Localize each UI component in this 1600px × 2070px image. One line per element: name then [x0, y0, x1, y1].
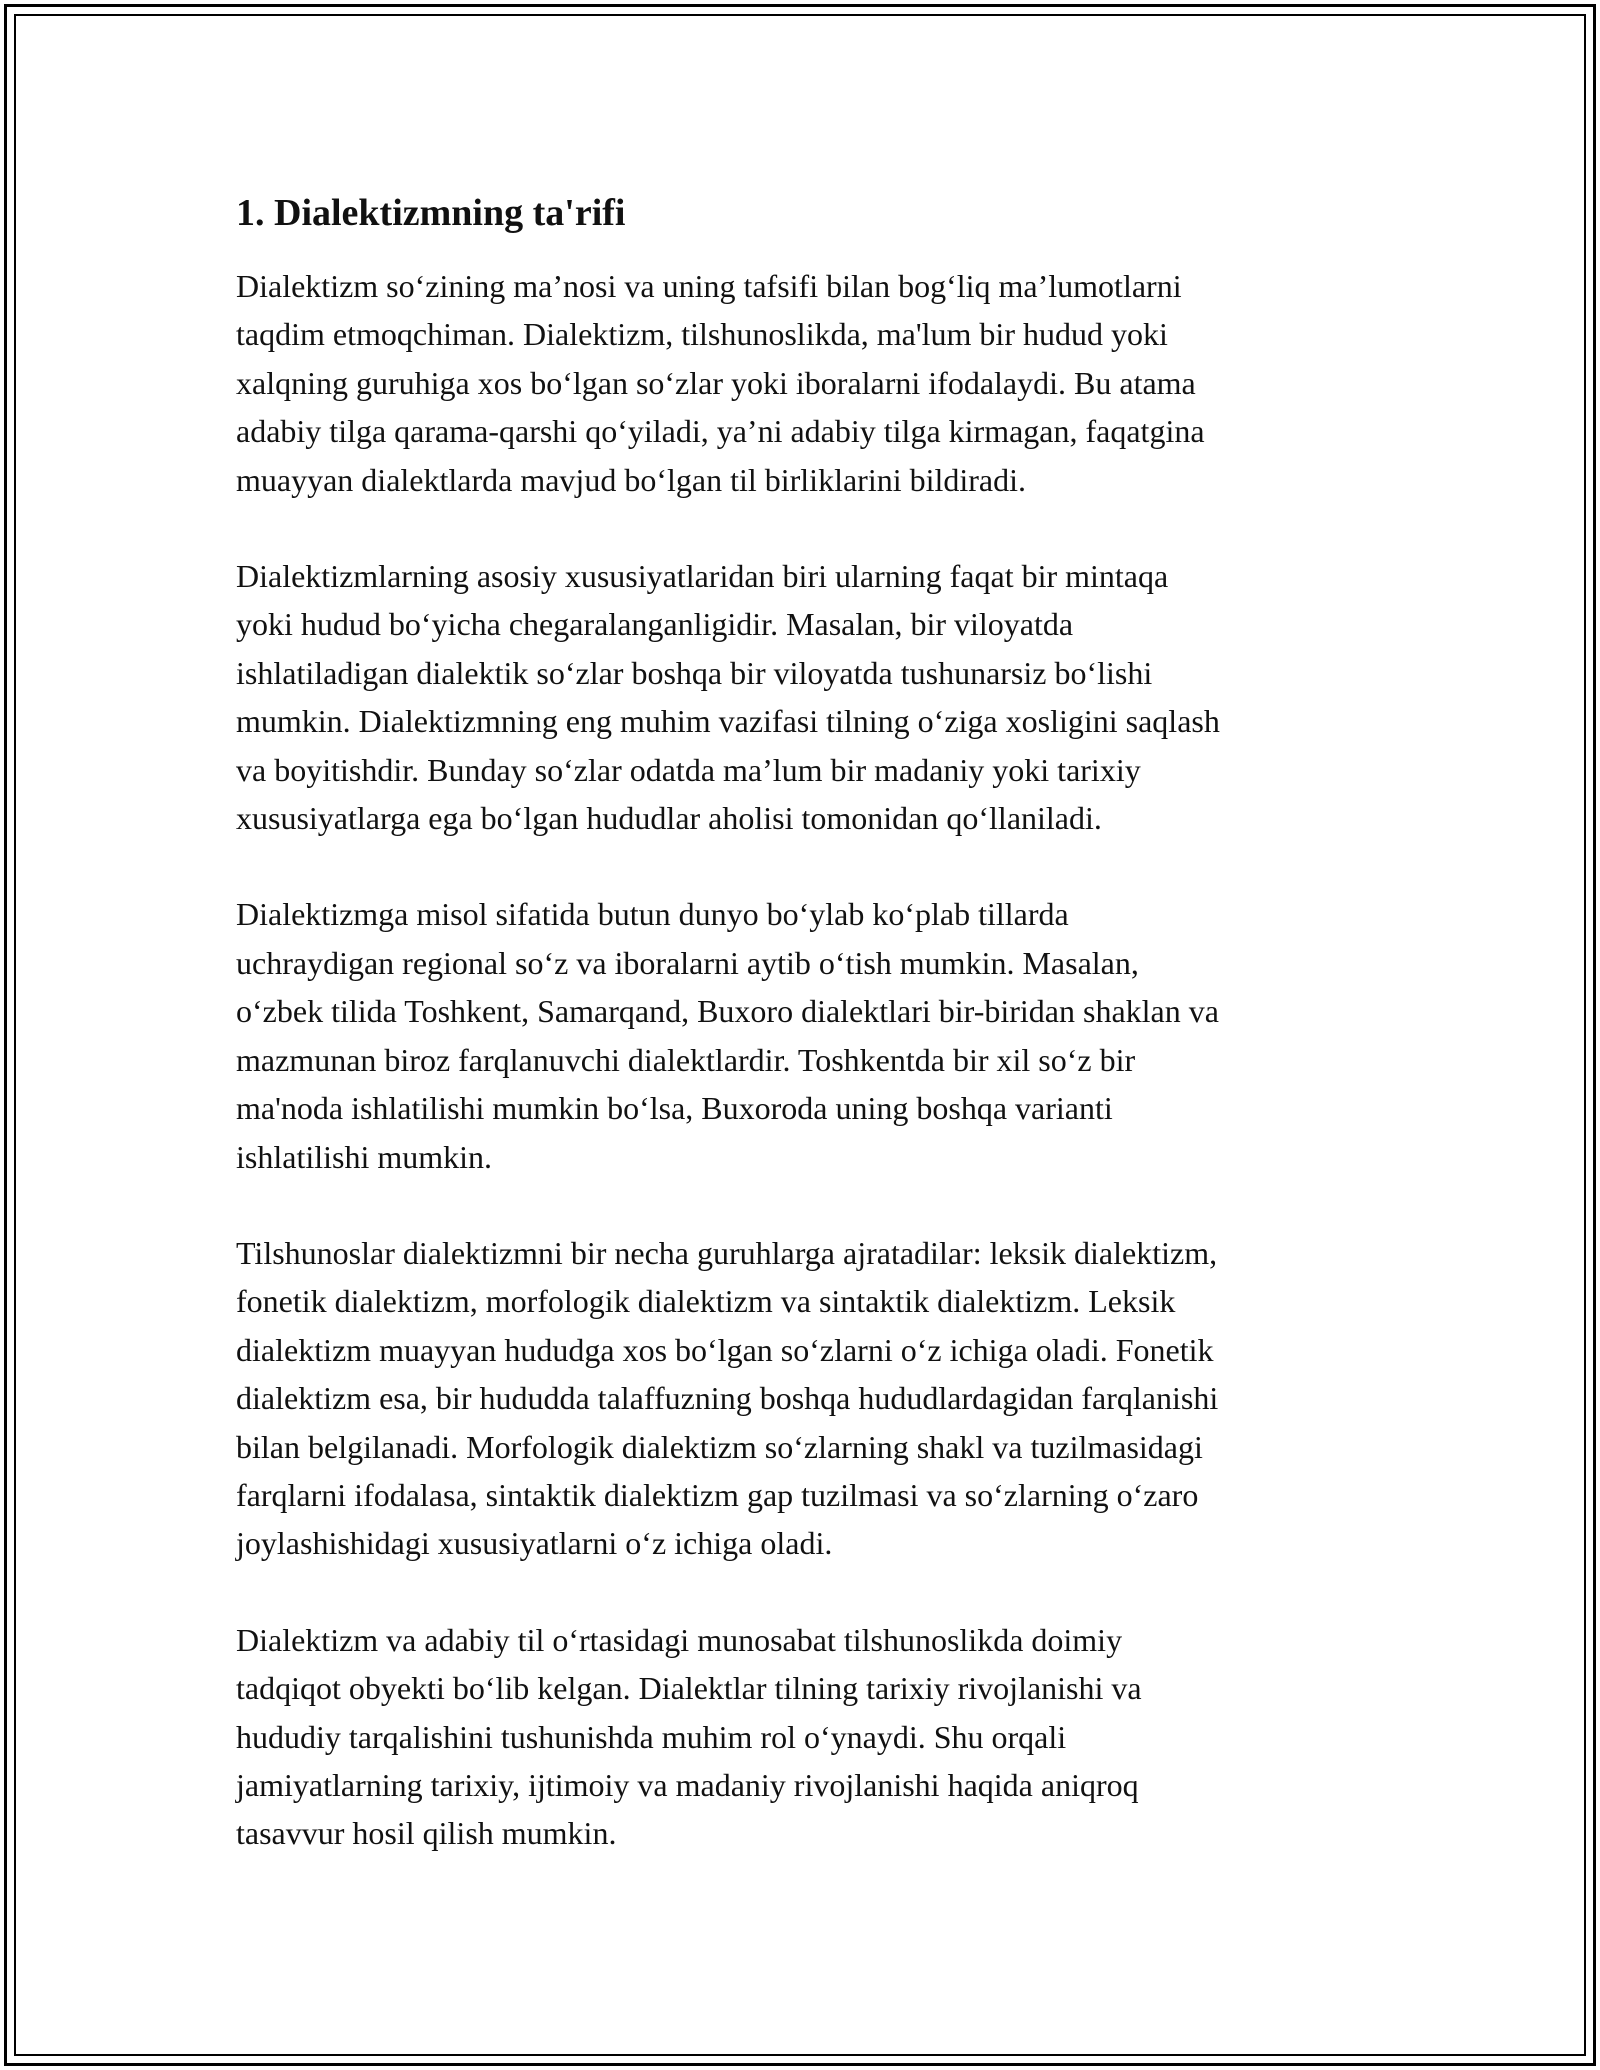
text-line: Dialektizmga misol sifatida butun dunyo bo‘ylab ko‘plab tillarda	[236, 896, 1069, 933]
text-line: dialektizm muayyan hududga xos bo‘lgan so‘zlarni o‘z ichiga oladi. Fonetik	[236, 1331, 1214, 1368]
text-line: tadqiqot obyekti bo‘lib kelgan. Dialektlar tilning tarixiy rivojlanishi va	[236, 1670, 1142, 1707]
text-line: ishlatilishi mumkin.	[236, 1138, 493, 1175]
text-line: xususiyatlarga ega bo‘lgan hududlar aholisi tomonidan qo‘llaniladi.	[236, 800, 1102, 837]
text-line: Dialektizm so‘zining ma’nosi va uning tafsifi bilan bog‘liq ma’lumotlarni	[236, 268, 1182, 304]
text-line: mumkin. Dialektizmning eng muhim vazifasi tilning o‘ziga xosligini saqlash	[236, 703, 1220, 740]
text-line: ishlatiladigan dialektik so‘zlar boshqa bir viloyatda tushunarsiz bo‘lishi	[236, 654, 1153, 691]
text-line: Dialektizm va adabiy til o‘rtasidagi munosabat tilshunoslikda doimiy	[236, 1621, 1123, 1658]
text-line: taqdim etmoqchiman. Dialektizm, tilshunoslikda, ma'lum bir hudud yoki	[236, 316, 1168, 353]
text-line: mazmunan biroz farqlanuvchi dialektlardir. Toshkentda bir xil so‘z bir	[236, 1041, 1136, 1078]
text-line: dialektizm esa, bir hududda talaffuzning boshqa hududlardagidan farqlanishi	[236, 1380, 1219, 1417]
text-line: o‘zbek tilida Toshkent, Samarqand, Buxoro dialektlari bir-biridan shaklan va	[236, 993, 1219, 1030]
paragraph-definition	[236, 262, 1366, 504]
text-line: ma'noda ishlatilishi mumkin bo‘lsa, Buxoroda uning boshqa varianti	[236, 1090, 1113, 1127]
text-line: va boyitishdir. Bunday so‘zlar odatda ma’lum bir madaniy yoki tarixiy	[236, 751, 1141, 788]
text-line: jamiyatlarning tarixiy, ijtimoiy va madaniy rivojlanishi haqida aniqroq	[236, 1766, 1139, 1803]
paragraph-features	[236, 552, 1366, 842]
text-line: Tilshunoslar dialektizmni bir necha guruhlarga ajratadilar: leksik dialektizm,	[236, 1234, 1218, 1271]
text-line: muayyan dialektlarda mavjud bo‘lgan til birliklarini bildiradi.	[236, 461, 1027, 498]
text-line: Dialektizmlarning asosiy xususiyatlaridan biri ularning faqat bir mintaqa	[236, 558, 1169, 595]
text-line: adabiy tilga qarama-qarshi qo‘yiladi, ya’ni adabiy tilga kirmagan, faqatgina	[236, 413, 1205, 450]
text-line: bilan belgilanadi. Morfologik dialektizm so‘zlarning shakl va tuzilmasidagi	[236, 1428, 1203, 1465]
text-line: uchraydigan regional so‘z va iboralarni aytib o‘tish mumkin. Masalan,	[236, 944, 1139, 981]
text-line: tasavvur hosil qilish mumkin.	[236, 1815, 617, 1852]
paragraph-literary-language	[236, 1616, 1366, 1858]
text-line: joylashishidagi xususiyatlarni o‘z ichiga oladi.	[236, 1525, 833, 1562]
text-line: hududiy tarqalishini tushunishda muhim rol o‘ynaydi. Shu orqali	[236, 1718, 1067, 1755]
paragraph-examples	[236, 890, 1366, 1180]
section-heading: 1. Dialektizmning ta'rifi	[236, 192, 626, 234]
document-body	[236, 186, 1366, 1906]
text-line: fonetik dialektizm, morfologik dialektizm va sintaktik dialektizm. Leksik	[236, 1283, 1176, 1320]
paragraph-classification	[236, 1229, 1366, 1568]
text-line: farqlarni ifodalasa, sintaktik dialektizm gap tuzilmasi va so‘zlarning o‘zaro	[236, 1476, 1199, 1513]
text-line: xalqning guruhiga xos bo‘lgan so‘zlar yoki iboralarni ifodalaydi. Bu atama	[236, 364, 1196, 401]
text-line: yoki hudud bo‘yicha chegaralanganligidir. Masalan, bir viloyatda	[236, 606, 1074, 643]
